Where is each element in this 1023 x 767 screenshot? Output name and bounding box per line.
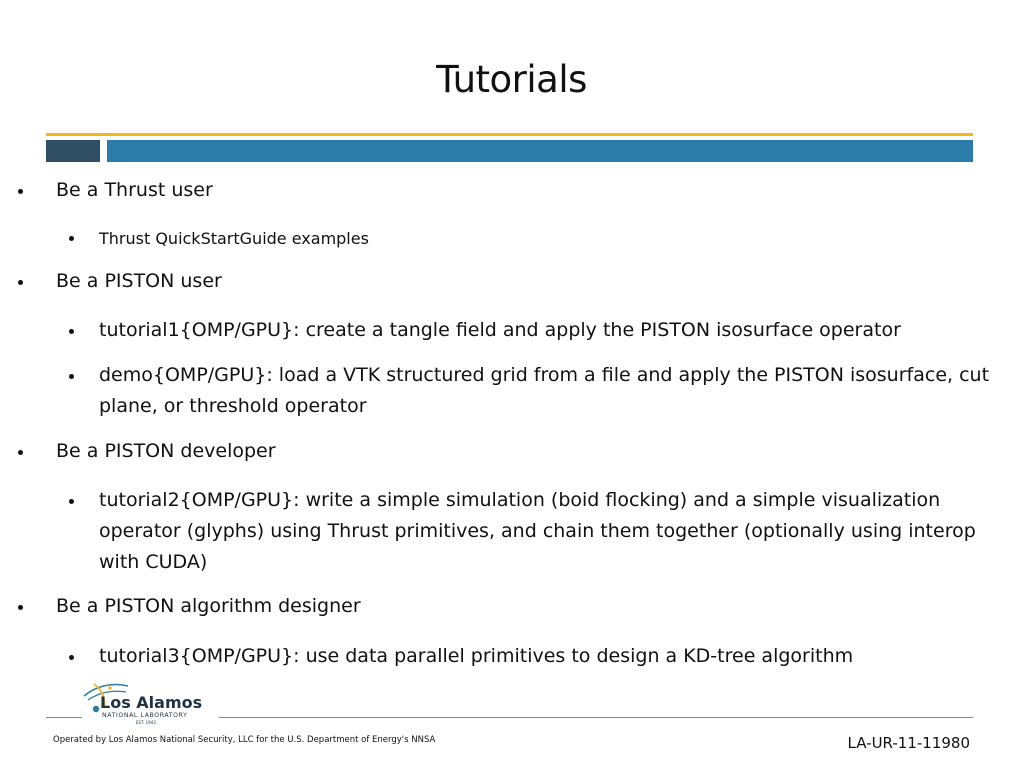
bullet-text: tutorial3{OMP/GPU}: use data parallel primitives to design a KD-tree algorithm (99, 645, 854, 667)
bullet-text: demo{OMP/GPU}: load a VTK structured grid from a file and apply the PISTON isosurface, cut plane, or threshold operator (99, 364, 990, 417)
footer-rule-right (219, 717, 973, 718)
bullet-item (56, 266, 222, 297)
bullet-item (99, 223, 1014, 254)
bullet-item (99, 641, 1014, 672)
bullet-dot-icon (18, 280, 23, 285)
bullet-text: Be a PISTON user (56, 270, 222, 292)
bullet-dot-icon (18, 450, 23, 455)
footer-operator-note: Operated by Los Alamos National Security, LLC for the U.S. Department of Energy's NNSA (53, 735, 436, 745)
svg-text:NATIONAL LABORATORY: NATIONAL LABORATORY (102, 712, 188, 719)
bullet-item (99, 485, 1014, 578)
bullet-item (56, 591, 361, 622)
bullet-text: tutorial2{OMP/GPU}: write a simple simulation (boid flocking) and a simple visualization operator (glyphs) using Thrust primitives, and chain them together (optionally using interop with CUDA) (99, 489, 976, 573)
svg-text:EST. 1943: EST. 1943 (136, 720, 156, 725)
bullet-item (99, 315, 1014, 346)
bullet-text: Thrust QuickStartGuide examples (99, 229, 369, 248)
los-alamos-logo-icon (82, 676, 218, 726)
bullet-text: Be a PISTON algorithm designer (56, 595, 361, 617)
bullet-dot-icon (69, 499, 74, 504)
bullet-dot-icon (18, 605, 23, 610)
bullet-item (56, 436, 276, 467)
los-alamos-logo (82, 676, 218, 726)
slide-title: Tutorials (436, 58, 587, 101)
bullet-dot-icon (69, 655, 74, 660)
svg-text:Los Alamos: Los Alamos (100, 693, 203, 712)
bullet-text: Be a PISTON developer (56, 440, 276, 462)
bullet-dot-icon (18, 189, 23, 194)
bullet-dot-icon (69, 374, 74, 379)
bullet-text: tutorial1{OMP/GPU}: create a tangle field and apply the PISTON isosurface operator (99, 319, 901, 341)
bullet-dot-icon (69, 329, 74, 334)
bullet-item (99, 360, 1014, 422)
footer-rule-left (46, 717, 82, 718)
bullet-dot-icon (69, 236, 74, 241)
bullet-text: Be a Thrust user (56, 179, 213, 201)
bullet-item (56, 175, 213, 206)
document-number: LA-UR-11-11980 (847, 734, 970, 752)
